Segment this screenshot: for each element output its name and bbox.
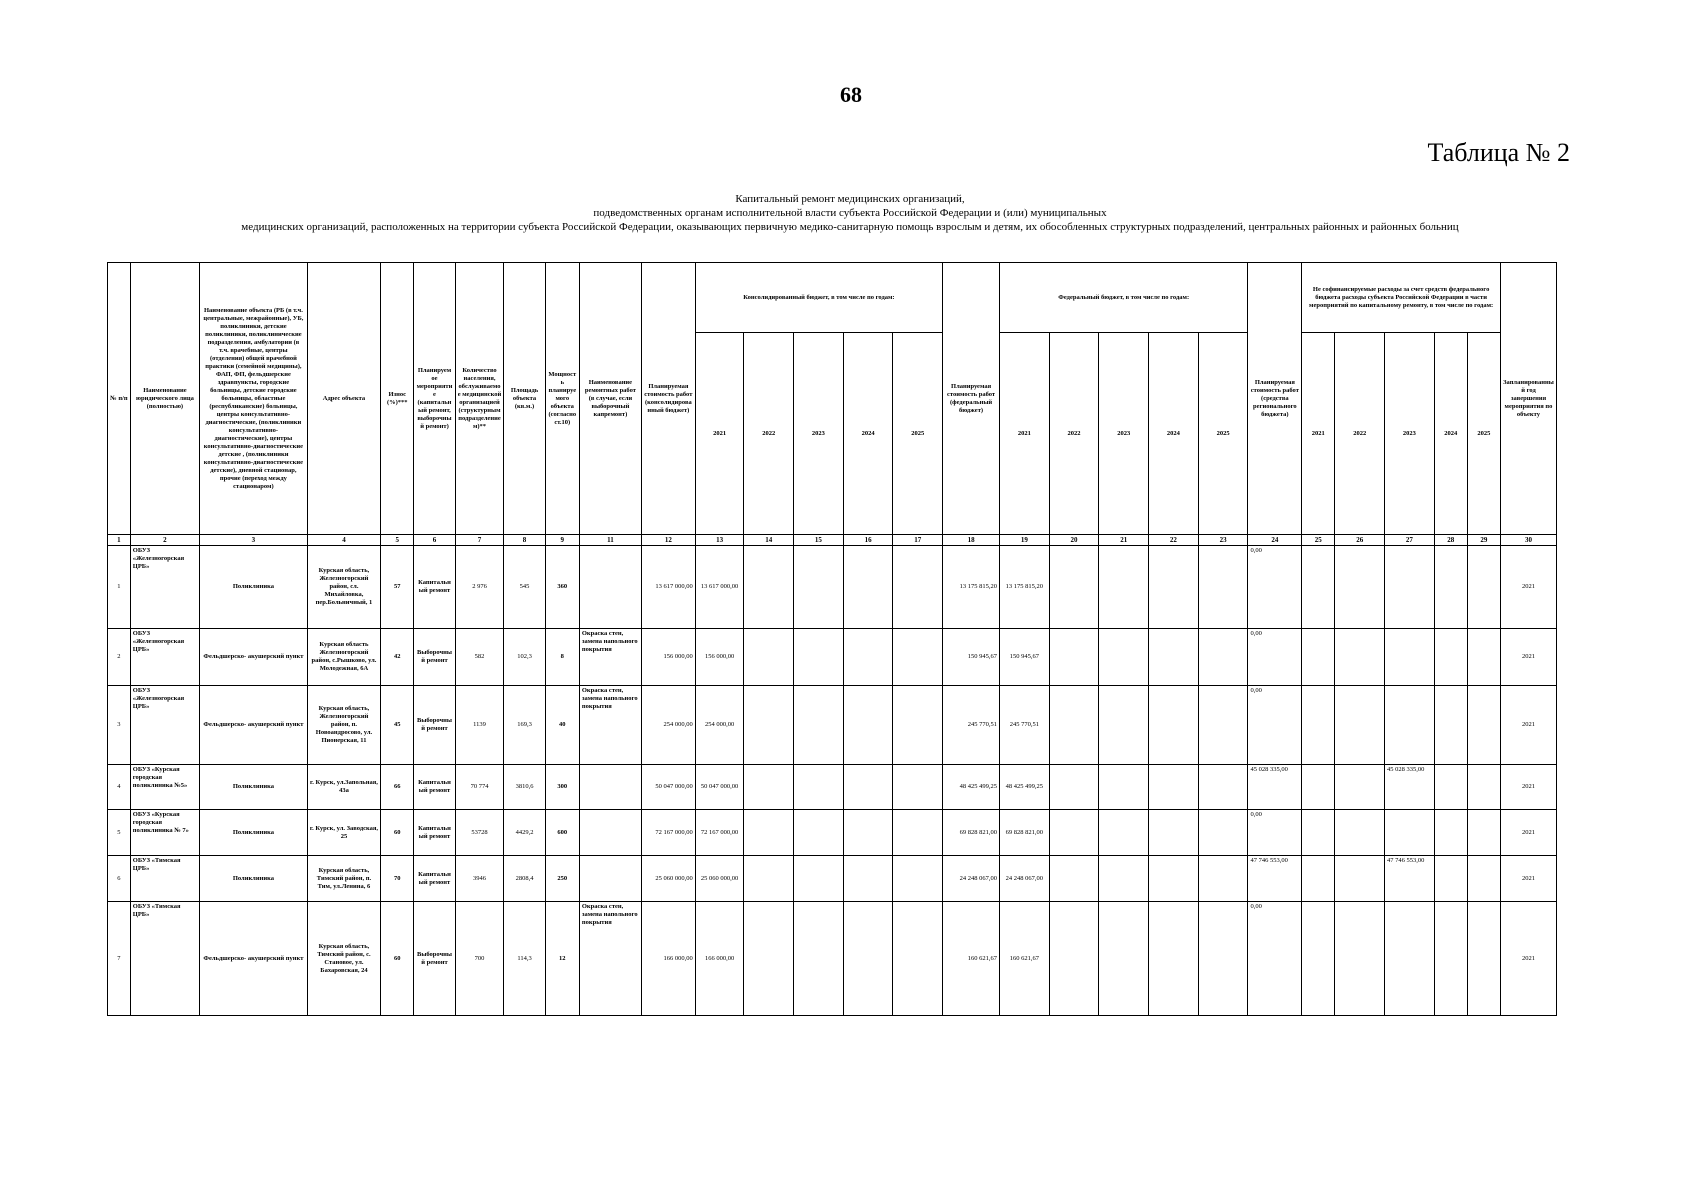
cell-empty [794, 629, 844, 686]
cell-empty [843, 764, 893, 810]
cell-wear: 70 [381, 856, 414, 902]
table-row [108, 629, 1557, 686]
cell-empty [843, 902, 893, 1016]
cell-wear: 60 [381, 810, 414, 856]
cell-empty [744, 629, 794, 686]
cell-num: 6 [108, 856, 131, 902]
cell-num: 2 [108, 629, 131, 686]
cell-empty [744, 856, 794, 902]
cell-empty [1335, 856, 1385, 902]
cell-area: 3810,6 [504, 764, 545, 810]
cell-cost-consolidated: 72 167 000,00 [641, 810, 695, 856]
cell-empty [1099, 545, 1149, 628]
column-number: 18 [943, 535, 1000, 546]
cell-cost-regional: 0,00 [1248, 685, 1302, 764]
cell-empty [1467, 629, 1500, 686]
cell-federal-2021: 24 248 067,00 [1000, 856, 1050, 902]
cell-empty [893, 856, 943, 902]
cell-cost-regional: 0,00 [1248, 545, 1302, 628]
cell-capacity: 600 [545, 810, 579, 856]
cell-cost-regional: 0,00 [1248, 629, 1302, 686]
column-number: 25 [1302, 535, 1335, 546]
cell-cost-consolidated: 156 000,00 [641, 629, 695, 686]
cell-empty [1198, 856, 1248, 902]
cell-nonco-2023: 45 028 335,00 [1385, 764, 1435, 810]
cell-consolidated-2021: 25 060 000,00 [695, 856, 744, 902]
cell-federal-2021: 48 425 499,25 [1000, 764, 1050, 810]
header-population: Количество населения, обслуживаемое медицинской организацией (структурным подразделением)** [455, 263, 504, 535]
cell-empty [843, 545, 893, 628]
cell-num: 3 [108, 685, 131, 764]
column-number: 29 [1467, 535, 1500, 546]
cell-area: 102,3 [504, 629, 545, 686]
header-address: Адрес объекта [307, 263, 380, 535]
column-number: 17 [893, 535, 943, 546]
cell-consolidated-2021: 50 047 000,00 [695, 764, 744, 810]
cell-cost-consolidated: 50 047 000,00 [641, 764, 695, 810]
cell-empty [794, 856, 844, 902]
cell-cost-regional: 45 028 335,00 [1248, 764, 1302, 810]
column-number: 5 [381, 535, 414, 546]
column-number: 11 [579, 535, 641, 546]
cell-empty [1149, 685, 1199, 764]
cell-planned-year: 2021 [1500, 810, 1556, 856]
page-number: 68 [840, 82, 862, 107]
cell-empty [1049, 685, 1099, 764]
column-number: 9 [545, 535, 579, 546]
header-year: 2021 [695, 333, 744, 535]
cell-empty [1149, 902, 1199, 1016]
cell-empty [1198, 685, 1248, 764]
cell-empty [1099, 629, 1149, 686]
cell-planned-event: Капитальный ремонт [414, 764, 455, 810]
cell-object-name: Поликлиника [200, 764, 308, 810]
header-year: 2025 [1467, 333, 1500, 535]
cell-federal-2021: 150 945,67 [1000, 629, 1050, 686]
cell-empty [893, 545, 943, 628]
cell-capacity: 40 [545, 685, 579, 764]
cell-empty [744, 764, 794, 810]
cell-empty [1302, 856, 1335, 902]
cell-empty [1467, 685, 1500, 764]
cell-num: 4 [108, 764, 131, 810]
header-object-name: Наименование объекта (РБ (в т.ч. центральные, межрайонные), УБ, поликлиники, детские поликлиники, поликлинические подразделения, амбулатории (в т.ч. врачебные, центры (отделения) общей врачебной практики (семейной медицины), ФАП, ФП, фельдшерские здравпункты, городские больницы, детские городские больницы, областные (республиканские) больницы, центры консультативно-диагностические, (поликлиники консультативно-диагностические), центры консультативно-диагностические детские , (поликлиники консультативно-диагностические детские), дневной стационар, прочие (переход между стационаром) [200, 263, 308, 535]
header-area: Площадь объекта (кв.м.) [504, 263, 545, 535]
header-year: 2025 [1198, 333, 1248, 535]
cell-empty [1434, 545, 1467, 628]
title-line-2: подведомственных органам исполнительной власти субъекта Российской Федерации и (или) муниципальных [593, 207, 1107, 219]
table-label: Таблица № 2 [1427, 138, 1570, 167]
cell-wear: 66 [381, 764, 414, 810]
cell-work-name: Окраска стен, замена напольного покрытия [579, 902, 641, 1016]
cell-empty [1198, 764, 1248, 810]
cell-population: 700 [455, 902, 504, 1016]
cell-empty [1467, 545, 1500, 628]
cell-empty [1149, 545, 1199, 628]
cell-empty [1434, 856, 1467, 902]
cell-object-name: Поликлиника [200, 545, 308, 628]
cell-population: 3946 [455, 856, 504, 902]
cell-object-name: Фельдшерско- акушерский пункт [200, 685, 308, 764]
cell-empty [843, 629, 893, 686]
cell-empty [1302, 685, 1335, 764]
table-row [108, 545, 1557, 628]
header-year: 2022 [1335, 333, 1385, 535]
cell-capacity: 12 [545, 902, 579, 1016]
cell-cost-consolidated: 254 000,00 [641, 685, 695, 764]
column-number: 26 [1335, 535, 1385, 546]
cell-empty [1335, 810, 1385, 856]
cell-empty [794, 685, 844, 764]
cell-planned-event: Выборочный ремонт [414, 902, 455, 1016]
cell-area: 114,3 [504, 902, 545, 1016]
cell-empty [1049, 629, 1099, 686]
cell-empty [843, 685, 893, 764]
cell-work-name: Окраска стен, замена напольного покрытия [579, 629, 641, 686]
cell-empty [1302, 629, 1335, 686]
cell-empty [1149, 764, 1199, 810]
table-row [108, 856, 1557, 902]
cell-federal-2021: 160 621,67 [1000, 902, 1050, 1016]
cell-capacity: 360 [545, 545, 579, 628]
table-row [108, 764, 1557, 810]
cell-legal-entity: ОБУЗ «Железногорская ЦРБ» [130, 685, 199, 764]
cell-planned-event: Выборочный ремонт [414, 629, 455, 686]
table-title [100, 192, 1600, 234]
cell-empty [1099, 856, 1149, 902]
cell-empty [1467, 810, 1500, 856]
column-number: 28 [1434, 535, 1467, 546]
cell-cost-regional: 0,00 [1248, 902, 1302, 1016]
cell-capacity: 300 [545, 764, 579, 810]
cell-legal-entity: ОБУЗ «Курская городская поликлиника № 7» [130, 810, 199, 856]
cell-population: 1139 [455, 685, 504, 764]
cell-empty [1099, 810, 1149, 856]
header-federal-group: Федеральный бюджет, в том числе по годам: [1000, 263, 1248, 333]
cell-cost-consolidated: 25 060 000,00 [641, 856, 695, 902]
cell-area: 4429,2 [504, 810, 545, 856]
column-number: 12 [641, 535, 695, 546]
cell-empty [1467, 902, 1500, 1016]
cell-wear: 45 [381, 685, 414, 764]
cell-empty [1049, 810, 1099, 856]
cell-object-name: Фельдшерско- акушерский пункт [200, 629, 308, 686]
cell-empty [893, 685, 943, 764]
cell-empty [1335, 685, 1385, 764]
cell-planned-year: 2021 [1500, 685, 1556, 764]
cell-planned-year: 2021 [1500, 764, 1556, 810]
cell-empty [794, 902, 844, 1016]
header-year: 2023 [1385, 333, 1435, 535]
cell-empty [1335, 902, 1385, 1016]
cell-empty [1198, 629, 1248, 686]
cell-empty [1302, 902, 1335, 1016]
cell-nonco-2023 [1385, 685, 1435, 764]
cell-cost-federal: 13 175 815,20 [943, 545, 1000, 628]
header-work-name: Наименование ремонтных работ (в случае, если выборочный капремонт) [579, 263, 641, 535]
header-year: 2021 [1302, 333, 1335, 535]
header-wear: Износ (%)*** [381, 263, 414, 535]
cell-wear: 57 [381, 545, 414, 628]
cell-cost-federal: 24 248 067,00 [943, 856, 1000, 902]
cell-capacity: 250 [545, 856, 579, 902]
column-number: 23 [1198, 535, 1248, 546]
cell-empty [1149, 856, 1199, 902]
column-number: 27 [1385, 535, 1435, 546]
cell-empty [893, 810, 943, 856]
header-year: 2024 [1149, 333, 1199, 535]
cell-planned-year: 2021 [1500, 902, 1556, 1016]
cell-object-name: Фельдшерско- акушерский пункт [200, 902, 308, 1016]
cell-legal-entity: ОБУЗ «Железногорская ЦРБ» [130, 545, 199, 628]
header-year: 2025 [893, 333, 943, 535]
column-number: 20 [1049, 535, 1099, 546]
cell-planned-year: 2021 [1500, 629, 1556, 686]
cell-empty [744, 545, 794, 628]
cell-legal-entity: ОБУЗ «Тимская ЦРБ» [130, 902, 199, 1016]
column-number: 21 [1099, 535, 1149, 546]
cell-work-name [579, 764, 641, 810]
cell-empty [1198, 902, 1248, 1016]
cell-planned-year: 2021 [1500, 545, 1556, 628]
table-row [108, 902, 1557, 1016]
header-year: 2023 [794, 333, 844, 535]
cell-population: 53728 [455, 810, 504, 856]
cell-nonco-2023 [1385, 810, 1435, 856]
cell-population: 70 774 [455, 764, 504, 810]
cell-population: 582 [455, 629, 504, 686]
cell-empty [1198, 810, 1248, 856]
cell-cost-federal: 150 945,67 [943, 629, 1000, 686]
header-year: 2023 [1099, 333, 1149, 535]
header-year: 2024 [1434, 333, 1467, 535]
cell-planned-year: 2021 [1500, 856, 1556, 902]
header-planned-event: Планируемое мероприятие (капитальный ремонт, выборочный ремонт) [414, 263, 455, 535]
cell-empty [794, 764, 844, 810]
column-number: 3 [200, 535, 308, 546]
column-number: 30 [1500, 535, 1556, 546]
cell-consolidated-2021: 72 167 000,00 [695, 810, 744, 856]
header-planned-cost-consolidated: Планируемая стоимость работ (консолидированный бюджет) [641, 263, 695, 535]
table-row [108, 685, 1557, 764]
cell-cost-federal: 48 425 499,25 [943, 764, 1000, 810]
cell-area: 169,3 [504, 685, 545, 764]
column-number: 8 [504, 535, 545, 546]
column-number: 15 [794, 535, 844, 546]
column-number: 4 [307, 535, 380, 546]
cell-object-name: Поликлиника [200, 810, 308, 856]
cell-empty [744, 902, 794, 1016]
header-capacity: Мощность планируемого объекта (согласно ст.10) [545, 263, 579, 535]
cell-work-name: Окраска стен, замена напольного покрытия [579, 685, 641, 764]
cell-capacity: 8 [545, 629, 579, 686]
cell-empty [843, 810, 893, 856]
column-numbers-row [108, 535, 1557, 546]
cell-object-name: Поликлиника [200, 856, 308, 902]
header-num: № п/п [108, 263, 131, 535]
cell-empty [893, 764, 943, 810]
cell-num: 5 [108, 810, 131, 856]
cell-cost-regional: 0,00 [1248, 810, 1302, 856]
cell-address: Курская область, Железногорский район, сл. Михайловка, пер.Больничный, 1 [307, 545, 380, 628]
cell-empty [1434, 685, 1467, 764]
cell-empty [1049, 856, 1099, 902]
header-nonco-group: Не софинансируемые расходы за счет средств федерального бюджета расходы субъекта Российской Федерации в части мероприятий по капитальному ремонту, в том числе по годам: [1302, 263, 1501, 333]
cell-num: 7 [108, 902, 131, 1016]
title-line-1: Капитальный ремонт медицинских организаций, [735, 193, 965, 205]
cell-empty [1335, 629, 1385, 686]
cell-cost-federal: 245 770,51 [943, 685, 1000, 764]
cell-empty [744, 810, 794, 856]
cell-wear: 42 [381, 629, 414, 686]
cell-empty [893, 629, 943, 686]
cell-empty [1149, 629, 1199, 686]
cell-wear: 60 [381, 902, 414, 1016]
cell-legal-entity: ОБУЗ «Курская городская поликлиника №5» [130, 764, 199, 810]
cell-nonco-2023: 47 746 553,00 [1385, 856, 1435, 902]
column-number: 1 [108, 535, 131, 546]
cell-empty [893, 902, 943, 1016]
cell-planned-event: Капитальный ремонт [414, 810, 455, 856]
cell-work-name [579, 810, 641, 856]
column-number: 6 [414, 535, 455, 546]
cell-address: Курская область, Тимский район, с. Становое, ул. Бахаровская, 24 [307, 902, 380, 1016]
cell-empty [1099, 685, 1149, 764]
cell-population: 2 976 [455, 545, 504, 628]
cell-empty [1335, 545, 1385, 628]
column-number: 7 [455, 535, 504, 546]
cell-legal-entity: ОБУЗ «Тимская ЦРБ» [130, 856, 199, 902]
cell-empty [1467, 856, 1500, 902]
cell-nonco-2023 [1385, 902, 1435, 1016]
cell-empty [1049, 545, 1099, 628]
cell-num: 1 [108, 545, 131, 628]
cell-empty [794, 545, 844, 628]
cell-empty [1434, 629, 1467, 686]
cell-cost-federal: 160 621,67 [943, 902, 1000, 1016]
cell-planned-event: Выборочный ремонт [414, 685, 455, 764]
cell-nonco-2023 [1385, 629, 1435, 686]
cell-empty [1149, 810, 1199, 856]
column-number: 24 [1248, 535, 1302, 546]
header-legal-entity: Наименование юридического лица (полностью) [130, 263, 199, 535]
cell-work-name [579, 545, 641, 628]
cell-empty [1335, 764, 1385, 810]
cell-empty [1099, 764, 1149, 810]
cell-empty [1049, 902, 1099, 1016]
cell-planned-event: Капитальный ремонт [414, 856, 455, 902]
header-year: 2021 [1000, 333, 1050, 535]
cell-empty [1467, 764, 1500, 810]
capital-repair-table [107, 262, 1557, 1016]
cell-consolidated-2021: 166 000,00 [695, 902, 744, 1016]
header-planned-year: Запланированный год завершения мероприятия по объекту [1500, 263, 1556, 535]
table-body [108, 535, 1557, 1016]
cell-empty [843, 856, 893, 902]
cell-empty [1302, 545, 1335, 628]
header-year: 2024 [843, 333, 893, 535]
cell-consolidated-2021: 13 617 000,00 [695, 545, 744, 628]
cell-empty [1302, 810, 1335, 856]
title-line-3: медицинских организаций, расположенных на территории субъекта Российской Федерации, оказывающих первичную медико-санитарную помощь взрослым и детям, их обособленных структурных подразделений, центральных районных и районных больниц [241, 221, 1459, 233]
column-number: 19 [1000, 535, 1050, 546]
column-number: 22 [1149, 535, 1199, 546]
cell-address: Курская область, Тимский район, п. Тим, ул.Ленина, 6 [307, 856, 380, 902]
table-row [108, 810, 1557, 856]
cell-area: 2808,4 [504, 856, 545, 902]
cell-federal-2021: 69 828 821,00 [1000, 810, 1050, 856]
cell-area: 545 [504, 545, 545, 628]
cell-nonco-2023 [1385, 545, 1435, 628]
cell-federal-2021: 13 175 815,20 [1000, 545, 1050, 628]
cell-federal-2021: 245 770,51 [1000, 685, 1050, 764]
cell-address: г. Курск, ул.Запольная, 43а [307, 764, 380, 810]
cell-cost-consolidated: 13 617 000,00 [641, 545, 695, 628]
column-number: 16 [843, 535, 893, 546]
column-number: 14 [744, 535, 794, 546]
header-consolidated-group: Консолидированный бюджет, в том числе по годам: [695, 263, 942, 333]
header-year: 2022 [744, 333, 794, 535]
cell-empty [1434, 810, 1467, 856]
cell-cost-consolidated: 166 000,00 [641, 902, 695, 1016]
cell-empty [1049, 764, 1099, 810]
cell-empty [744, 685, 794, 764]
cell-address: Курская область Железногорский район, с.Рышково, ул. Молодежная, 6А [307, 629, 380, 686]
cell-address: г. Курск, ул. Заводская, 25 [307, 810, 380, 856]
column-number: 13 [695, 535, 744, 546]
cell-consolidated-2021: 156 000,00 [695, 629, 744, 686]
cell-empty [1099, 902, 1149, 1016]
cell-cost-federal: 69 828 821,00 [943, 810, 1000, 856]
cell-planned-event: Капитальный ремонт [414, 545, 455, 628]
cell-cost-regional: 47 746 553,00 [1248, 856, 1302, 902]
cell-consolidated-2021: 254 000,00 [695, 685, 744, 764]
cell-work-name [579, 856, 641, 902]
column-number: 2 [130, 535, 199, 546]
cell-address: Курская область, Железногорский район, п. Новоандросово, ул. Пионерская, 11 [307, 685, 380, 764]
cell-empty [794, 810, 844, 856]
cell-empty [1434, 902, 1467, 1016]
cell-empty [1434, 764, 1467, 810]
header-year: 2022 [1049, 333, 1099, 535]
header-planned-cost-federal: Планируемая стоимость работ (федеральный бюджет) [943, 263, 1000, 535]
cell-legal-entity: ОБУЗ «Железногорская ЦРБ» [130, 629, 199, 686]
cell-empty [1302, 764, 1335, 810]
cell-empty [1198, 545, 1248, 628]
header-planned-cost-regional: Планируемая стоимость работ (средства регионального бюджета) [1248, 263, 1302, 535]
